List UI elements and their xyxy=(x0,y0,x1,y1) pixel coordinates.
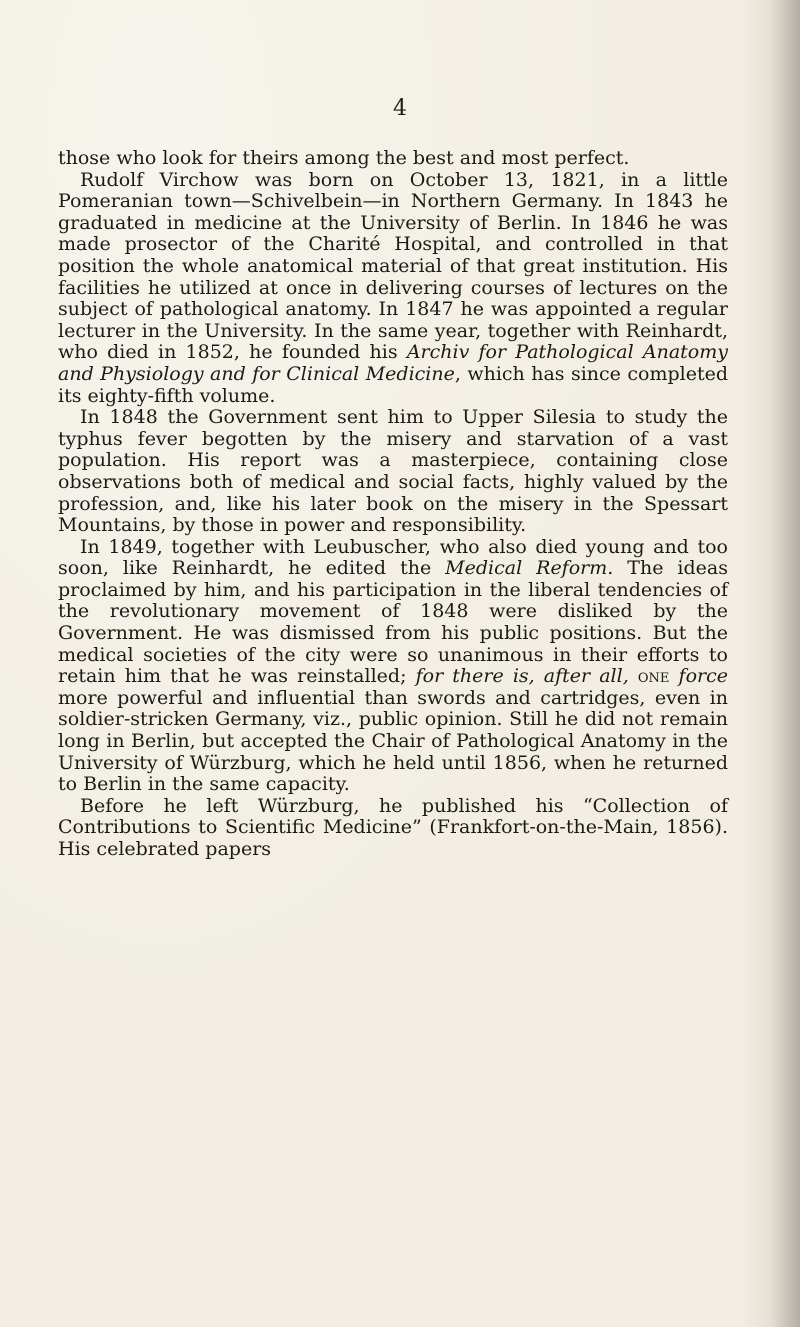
emphasis-one: one xyxy=(637,665,670,688)
paragraph-2 xyxy=(58,170,728,408)
emphasis-for-there-is: for there is, after all, xyxy=(415,665,629,688)
page-number: 4 xyxy=(393,96,407,121)
paragraph-3-text: In 1848 the Government sent him to Upper Silesia to study the typhus fever begotten by the misery and starvation of a vast population. His report was a masterpiece, containing close observations both of medical and social facts, highly valued by the profession, and, like his later book on the misery in the Spessart Mountains, by those in power and responsibility. xyxy=(58,406,728,537)
paragraph-2-after: , which has since completed its eighty-fifth volume. xyxy=(58,362,728,407)
paragraph-4-after: more powerful and influential than swords and cartridges, even in soldier-stricken Germany, viz., public opinion. Still he did not remain long in Berlin, but accepted the Chair of Pathological Anatomy in the University of Würzburg, which he held until 1856, when he returned to Berlin in the same capacity. xyxy=(58,686,728,796)
paragraph-5-text: Before he left Würzburg, he published his “Collection of Contributions to Scientific Medicine” (Frankfort-on-the-Main, 1856). His celebrated papers xyxy=(58,794,728,860)
paragraph-2-text: Rudolf Virchow was born on October 13, 1821, in a little Pomeranian town—Schivelbein—in Northern Germany. In 1843 he graduated in medicine at the University of Berlin. In 1846 he was made prosector of the Charité Hospital, and controlled in that position the whole anatomical material of that great institution. His facilities he utilized at once in delivering courses of lectures on the subject of pathological anatomy. In 1847 he was appointed a regular lecturer in the University. In the same year, together with Reinhardt, who died in 1852, he founded his xyxy=(58,168,728,364)
body-text xyxy=(58,148,728,861)
paragraph-4 xyxy=(58,537,728,796)
emphasis-force: force xyxy=(678,665,728,688)
medical-reform-title: Medical Reform xyxy=(445,557,608,580)
paragraph-3 xyxy=(58,407,728,537)
paragraph-5 xyxy=(58,796,728,861)
paragraph-1 xyxy=(58,148,728,170)
paragraph-1-text: those who look for theirs among the best and most perfect. xyxy=(58,147,630,169)
paragraph-4-text: In 1849, together with Leubuscher, who also died young and too soon, like Reinhardt, he edited the xyxy=(58,535,728,580)
paragraph-4-middle: . The ideas proclaimed by him, and his participation in the liberal tendencies of the revolutionary movement of 1848 were disliked by the Government. He was dismissed from his public positions. But the medical societies of the city were so unanimous in their efforts to retain him that he was reinstalled; xyxy=(58,557,728,688)
archiv-title: Archiv for Pathological Anatomy and Physiology and for Clinical Medicine xyxy=(58,341,728,385)
page-edge-shadow xyxy=(740,0,800,1327)
